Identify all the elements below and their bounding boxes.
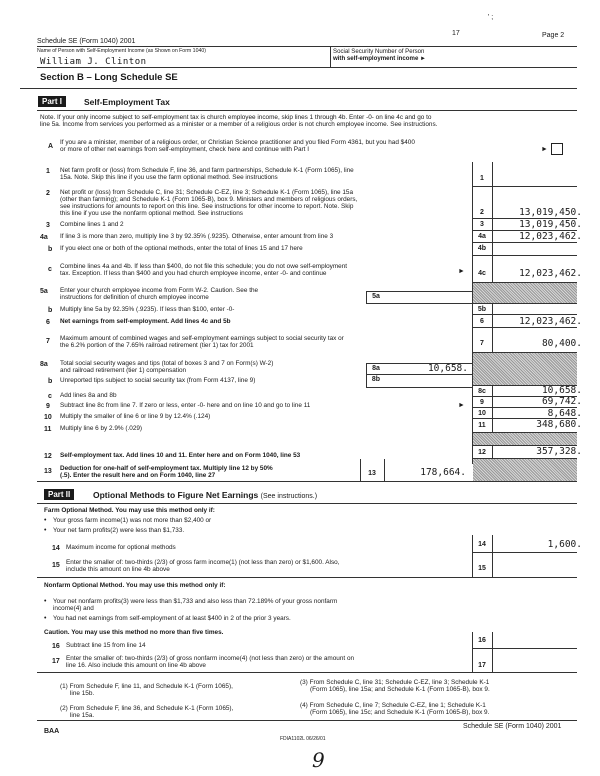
nonfarm-bullet-1: Your net nonfarm profits(3) were less than $1,733 and also less than 72.189% of your gross nonfarm xyxy=(53,598,338,605)
footnote-4: (4) From Schedule C, line 7; Schedule C-EZ, line 1; Schedule K-1 xyxy=(300,702,486,709)
arrow-icon: ► xyxy=(541,146,548,153)
line-4c-amount: 12,023,462. xyxy=(519,268,582,279)
farm-bullet-1: Your gross farm income(1) was not more than $2,400 or xyxy=(53,517,212,524)
line-12-amount: 357,328. xyxy=(536,446,582,457)
part1-title: Self-Employment Tax xyxy=(84,97,170,107)
line-3-amount: 13,019,450. xyxy=(519,219,582,230)
baa-label: BAA xyxy=(44,728,60,735)
part1-tag: Part I xyxy=(38,96,66,107)
line-13-amount: 178,664. xyxy=(420,467,466,478)
line-4a-amount: 12,023,462. xyxy=(519,231,582,242)
line-8c-amount: 10,658. xyxy=(541,385,582,396)
ssn-label: Social Security Number of Person xyxy=(333,48,425,55)
line-14-text: Maximum income for optional methods xyxy=(66,544,176,551)
line-A-text-1: If you are a minister, member of a religious order, or Christian Science practitioner and you filed Form 4361, but you had $400 xyxy=(60,139,415,146)
form-title: Schedule SE (Form 1040) 2001 xyxy=(37,38,136,45)
taxpayer-name: William J. Clinton xyxy=(40,57,147,67)
line-1-text-2: 15a. Note. Skip this line if you use the farm optional method. See instructions xyxy=(60,174,278,181)
caution-text: Caution. You may use this method no more than five times. xyxy=(44,629,224,636)
line-10-amount: 8,648. xyxy=(547,408,582,419)
line-11-amount: 348,680. xyxy=(536,419,582,430)
line-16-text: Subtract line 15 from line 14 xyxy=(66,642,146,649)
line-A-text-2: or more of other net earnings from self-employment, check here and continue with Part I xyxy=(60,146,310,153)
line-6-amount: 12,023,462. xyxy=(519,316,582,327)
footer-form-title: Schedule SE (Form 1040) 2001 xyxy=(463,723,562,730)
line-8a-amount: 10,658. xyxy=(427,363,468,374)
part2-tag: Part II xyxy=(44,489,74,500)
page-number: 17 xyxy=(452,30,460,37)
name-label: Name of Person with Self-Employment Income (as Shown on Form 1040) xyxy=(37,48,206,54)
line-2-text: Net profit or (loss) from Schedule C, line 31; Schedule C-EZ, line 3; Schedule K-1 (Form 1065), line 15a xyxy=(60,189,354,196)
handwritten-page-number: 9 xyxy=(312,748,325,772)
line-9-amount: 69,742. xyxy=(541,396,582,407)
part2-title: Optional Methods to Figure Net Earnings (See instructions.) xyxy=(93,490,318,500)
minister-checkbox[interactable] xyxy=(551,143,563,155)
line-1-text: Net farm profit or (loss) from Schedule F, line 36, and farm partnerships, Schedule K-1 (Form 1065), line xyxy=(60,167,354,174)
ssn-label-2: with self-employment income ► xyxy=(333,55,427,62)
line-14-amount: 1,600. xyxy=(547,539,582,550)
section-b-heading: Section B – Long Schedule SE xyxy=(40,72,178,83)
page-label: Page 2 xyxy=(542,32,565,39)
line-7-amount: 80,400. xyxy=(541,338,582,349)
header-marks: ' ; xyxy=(488,14,494,21)
nonfarm-heading: Nonfarm Optional Method. You may use this method only if: xyxy=(44,582,226,589)
form-id: FDIA1102L 06/26/01 xyxy=(280,736,326,742)
nonfarm-bullet-2: You had net earnings from self-employment of at least $400 in 2 of the prior 3 years. xyxy=(53,615,291,622)
line-2-amount: 13,019,450. xyxy=(519,207,582,218)
farm-heading: Farm Optional Method. You may use this method only if: xyxy=(44,507,215,514)
footnote-2: (2) From Schedule F, line 36, and Schedule K-1 (Form 1065), xyxy=(60,705,234,712)
farm-bullet-2: Your net farm profits(2) were less than $1,733. xyxy=(53,527,185,534)
line-17-text: Enter the smaller of: two-thirds (2/3) of gross nonfarm income(4) (not less than zero) or the amount on xyxy=(66,655,355,662)
footnote-3: (3) From Schedule C, line 31; Schedule C-EZ, line 3; Schedule K-1 xyxy=(300,679,490,686)
footnote-1: (1) From Schedule F, line 11, and Schedule K-1 (Form 1065), xyxy=(60,683,233,690)
part1-note-2: line 5a. Income from services you performed as a minister or a member of a religious order is not church employee income. See instructions. xyxy=(40,121,438,128)
line-15-text: Enter the smaller of: two-thirds (2/3) of gross farm income(1) (not less than zero) or $1,600. Also, xyxy=(66,559,340,566)
line-1-box: 1 xyxy=(480,175,484,182)
part1-note-1: Note. If your only income subject to self-employment tax is church employee income, skip lines 1 through 4b. Enter -0- on line 4c and go to xyxy=(40,114,432,121)
